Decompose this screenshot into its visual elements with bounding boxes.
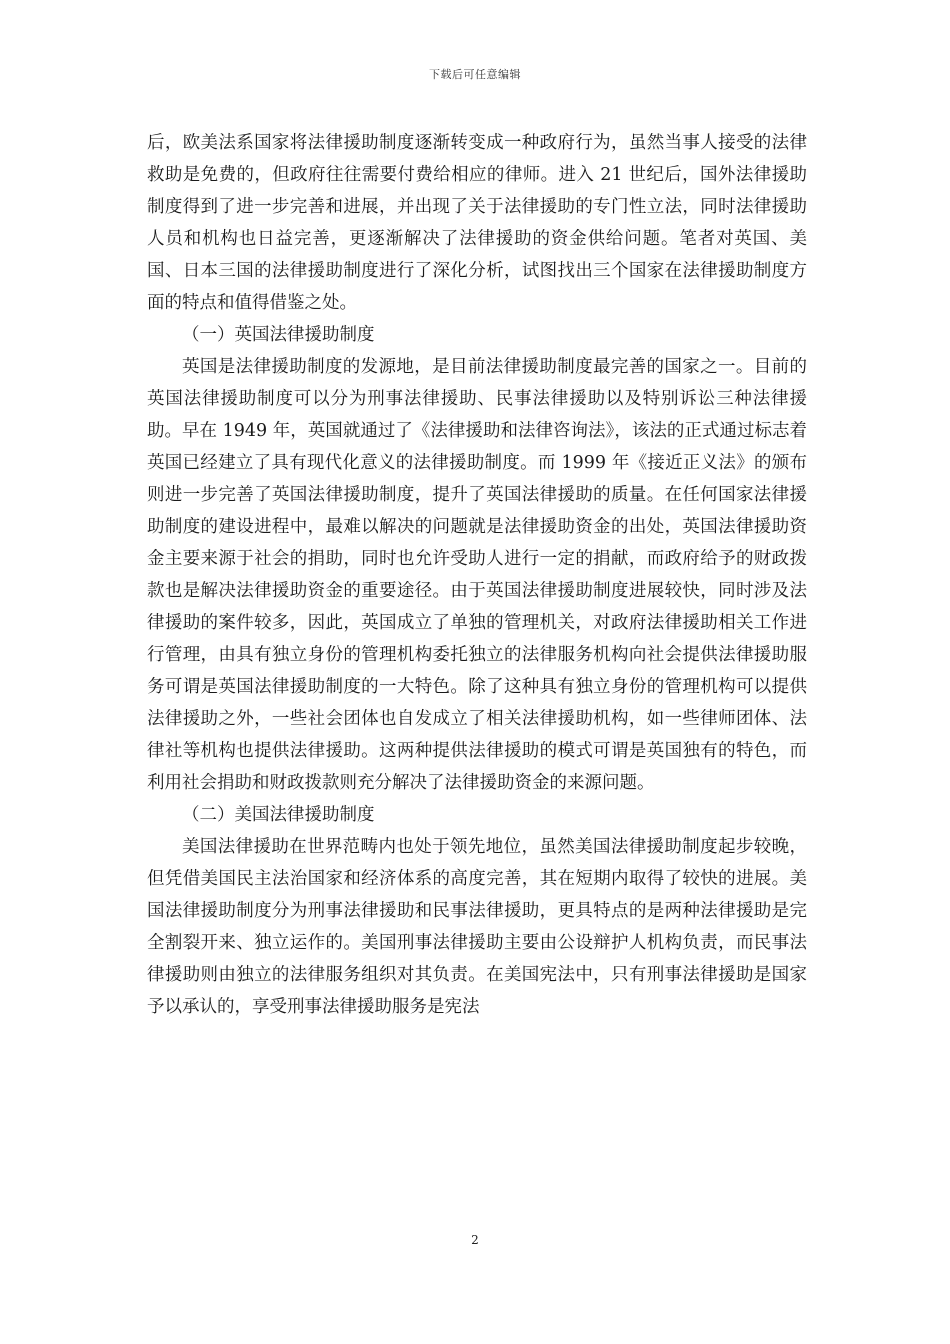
- page-header: 下载后可任意编辑: [429, 68, 521, 81]
- section-heading-uk: （一）英国法律援助制度: [182, 325, 375, 345]
- paragraph-uk-legal-aid: 英国是法律援助制度的发源地，是目前法律援助制度最完善的国家之一。目前的英国法律援助制度可以分为刑事法律援助、民事法律援助以及特别诉讼三种法律援助。早在 1949 年，英国就通过了《法律援助和法律咨询法》，该法的正式通过标志着英国已经建立了具有现代化意义的法律援助制度。而 1999 年《接近正义法》的颁布则进一步完善了英国法律援助制度，提升了英国法律援助的质量。在任何国家法律援助制度的建设进程中，最难以解决的问题就是法律援助资金的出处，英国法律援助资金主要来源于社会的捐助，同时也允许受助人进行一定的捐献，而政府给予的财政拨款也是解决法律援助资金的重要途径。由于英国法律援助制度进展较快，同时涉及法律援助的案件较多，因此，英国成立了单独的管理机关，对政府法律援助相关工作进行管理，由具有独立身份的管理机构委托独立的法律服务机构向社会提供法律援助服务可谓是英国法律援助制度的一大特色。除了这种具有独立身份的管理机构可以提供法律援助之外，一些社会团体也自发成立了相关法律援助机构，如一些律师团体、法律社等机构也提供法律援助。这两种提供法律援助的模式可谓是英国独有的特色，而利用社会捐助和财政拨款则充分解决了法律援助资金的来源问题。: [147, 357, 807, 793]
- paragraph-us-legal-aid: 美国法律援助在世界范畴内也处于领先地位，虽然美国法律援助制度起步较晚，但凭借美国民主法治国家和经济体系的高度完善，其在短期内取得了较快的进展。美国法律援助制度分为刑事法律援助和民事法律援助，更具特点的是两种法律援助是完全割裂开来、独立运作的。美国刑事法律援助主要由公设辩护人机构负责，而民事法律援助则由独立的法律服务组织对其负责。在美国宪法中，只有刑事法律援助是国家予以承认的，享受刑事法律援助服务是宪法: [147, 837, 807, 1017]
- document-body: [147, 127, 807, 1023]
- paragraph-continuation: 后，欧美法系国家将法律援助制度逐渐转变成一种政府行为，虽然当事人接受的法律救助是免费的，但政府往往需要付费给相应的律师。进入 21 世纪后，国外法律援助制度得到了进一步完善和进展，并出现了关于法律援助的专门性立法，同时法律援助人员和机构也日益完善，更逐渐解决了法律援助的资金供给问题。笔者对英国、美国、日本三国的法律援助制度进行了深化分析，试图找出三个国家在法律援助制度方面的特点和值得借鉴之处。: [147, 133, 807, 313]
- section-heading-us: （二）美国法律援助制度: [182, 805, 375, 825]
- page-number: 2: [471, 1233, 479, 1247]
